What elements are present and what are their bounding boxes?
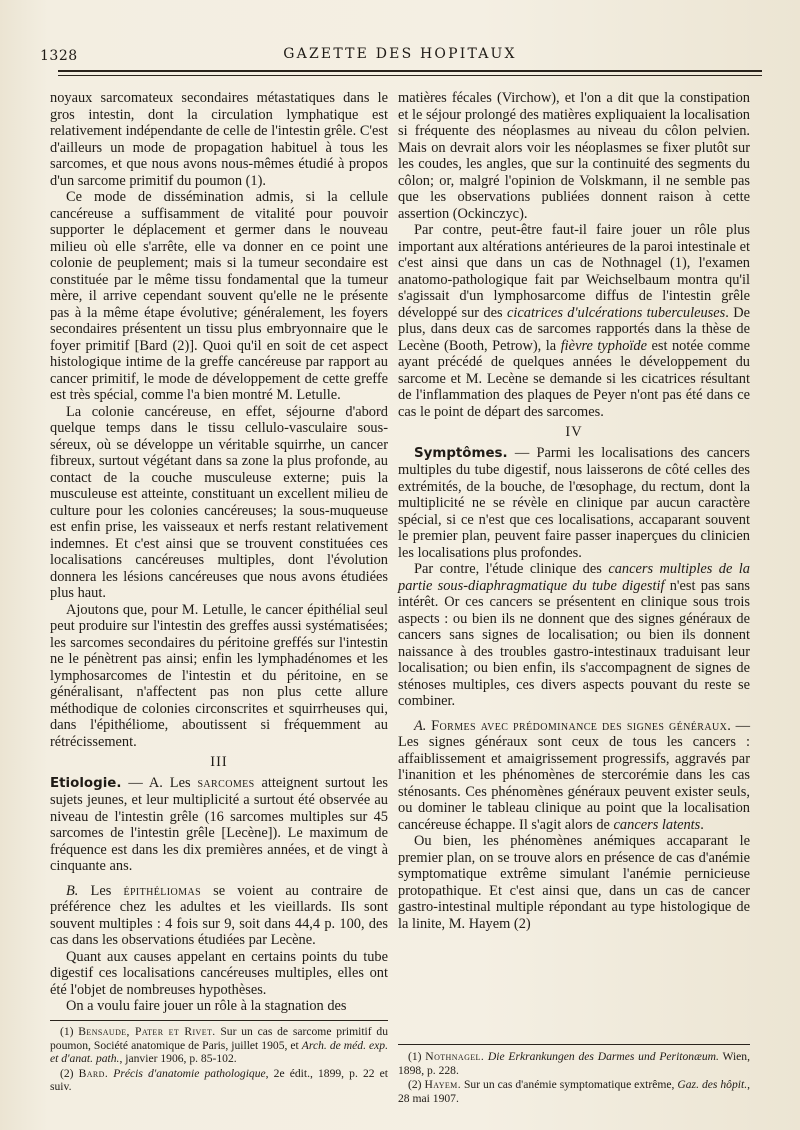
text-run: atteignent surtout les sujets jeunes, et leur multiplicité a surtout été observée au niveau de l'intestin grêle (16 sarcomes multiples sur 45 sarcomes de l'intestin grêle [Lecène]). Le maximum de fréquence est dans les dix premières années, et de vingt à cinquante ans.	[50, 774, 388, 874]
footnote-number: (2)	[60, 1066, 79, 1080]
footnote-authors: Hayem.	[424, 1078, 461, 1092]
paragraph: On a voulu faire jouer un rôle à la stagnation des	[66, 998, 347, 1014]
header-rule-thin	[58, 75, 762, 76]
footnote	[50, 1025, 388, 1066]
footnote-rule-left	[50, 1020, 388, 1021]
text-run: Par contre, l'étude clinique des	[414, 561, 609, 577]
footnote-journal: Arch. de méd. exp. et d'anat. path.	[50, 1038, 389, 1066]
section-number: IV	[565, 424, 583, 440]
text-run: Par contre, peut-être faut-il faire jouer un rôle plus important aux altérations antérieures de la paroi intestinale et c'est ainsi que dans un cas de Nothnagel (1), l'examen anatomo-pathologique fait par Weichselbaum montra qu'il s'agissait d'un lymphosarcome diffus de l'intestin grêle développé sur des	[398, 222, 750, 321]
header-rule-thick	[58, 70, 762, 72]
footnote-authors: Nothnagel.	[425, 1050, 485, 1063]
text-run: n'est pas sans intérêt. Or ces cancers se présentent en clinique sous trois aspects : ou bien ils ne donnent que des signes généraux de cancers sans signes de localisation; ou bien ils donnent naissance à des troubles gastro-intestinaux traduisant leur localisation; ou bien enfin, ils s'accompagnent de signes de sténoses multiples, ces divers aspects pouvant du reste se combiner.	[398, 577, 750, 709]
paragraph: Ce mode de dissémination admis, si la cellule cancéreuse a suffisamment de vitalité pour pouvoir supporter le déplacement et germer dans le nouveau milieu où elle s'arrête, elle va donner en ce point une colonie de peuplement; mais si la tumeur secondaire est constituée par le même tissu fondamental que la tumeur mère, il arrive cependant souvent qu'elle ne le présente pas à la même étape évolutive; généralement, les foyers secondaires présentent un tissu plus embryonnaire que le foyer primitif [Bard (2)]. Quoi qu'il en soit de cet aspect histologique intime de la greffe cancéreuse par rapport au cancer primitif, le mode de développement de cette greffe est très spécial, comme l'a bien montré M. Letulle.	[50, 189, 388, 403]
paragraph: matières fécales (Virchow), et l'on a dit que la constipation et le séjour prolongé des matières expliquaient la localisation si fréquente des néoplasmes au niveau du côlon pelvien. Mais on devrait alors voir les néoplasmes se fixer plutôt sur les coudes, les angles, que sur la continuité des segments du côlon; or, malgré l'opinion de Volskmann, il ne semble pas que les observations publiées donnent raison à cette assertion (Ockinczyc).	[398, 90, 750, 222]
section-heading: Etiologie.	[50, 775, 122, 791]
footnote-journal: Gaz. des hôpit.	[677, 1078, 748, 1092]
section-number: III	[210, 754, 228, 770]
footnote-number: (1)	[60, 1025, 79, 1038]
paragraph: noyaux sarcomateux secondaires métastatiques dans le gros intestin, dont la circulation lymphatique est relativement indépendante de celle de l'intestin grêle. C'est d'ailleurs un mode de propagation habituel à tous les sarcomes, et que nous avons nous-mêmes étudié à propos d'un sarcome primitif du poumon (1).	[50, 90, 388, 189]
paragraph: Ou bien, les phénomènes anémiques accaparant le premier plan, on se trouve alors en présence de cas d'anémie symptomatique extrême simulant l'anémie pernicieuse protopathique. Et c'est ainsi que, dans un cas de cancer gastro-intestinal multiple répondant au type histologique de la linite, M. Hayem (2)	[398, 833, 750, 932]
footnote	[398, 1078, 750, 1105]
text-run: — Les signes généraux sont ceux de tous les cancers : affaiblissement et amaigrissement progressifs, aggravés par l'inanition et les phénomènes de stercorémie dans les cas sténosants. Ces phénomènes généraux peuvent exister seuls, ou dominer le tableau clinique au point que la localisation cancéreuse échappe. Il s'agit alors de	[398, 717, 750, 833]
footnote-authors: Bard.	[78, 1066, 109, 1080]
journal-title: GAZETTE DES HOPITAUX	[283, 46, 517, 62]
footnote-text: , 28 mai 1907.	[398, 1078, 751, 1105]
paragraph	[398, 222, 750, 420]
italic-run: fièvre typhoïde	[560, 337, 647, 354]
footnote-number: (1)	[408, 1050, 426, 1063]
text-run: — A. Les	[121, 774, 198, 791]
footnote-text: , janvier 1906, p. 85-102.	[119, 1052, 237, 1066]
text-run: . De plus, dans deux cas de sarcomes rapportés dans la thèse de Lecène (Booth, Petrow), la	[398, 304, 750, 354]
footnote-journal: Die Erkrankungen des Darmes und Peritonæum.	[484, 1050, 719, 1063]
footnote	[398, 1050, 750, 1077]
italic-run: cancers multiples de la partie sous-diaphragmatique du tube digestif	[398, 561, 750, 594]
paragraph-formes	[398, 718, 750, 834]
footnote-text: , 2e édit., 1899, p. 22 et suiv.	[50, 1066, 388, 1094]
text-run: .	[700, 816, 704, 833]
footnote-number: (2)	[408, 1078, 425, 1092]
paragraph: Ajoutons que, pour M. Letulle, le cancer épithélial seul peut produire sur l'intestin des greffes aussi systématisées; les sarcomes secondaires du péritoine greffés sur l'intestin ne le pénètrent pas ainsi; enfin les lymphadénomes et les lymphosarcomes de l'intestin et du péritoine, en se généralisant, n'affectent pas non plus cette allure méthodique de colonies circonscrites et squirrheuses qui, dans l'épithéliome, aboutissent si fréquemment au rétrécissement.	[50, 601, 388, 750]
paragraph-etiologie	[50, 775, 388, 875]
footnote-journal: Précis d'anatomie pathologique	[108, 1066, 266, 1080]
small-caps-term: épithéliomas	[123, 882, 202, 899]
paragraph-symptomes	[398, 445, 750, 562]
text-run: se voient au contraire de préférence chez les adultes et les vieillards. Ils sont souvent multiples : 4 fois sur 9, soit dans 44,4 p. 100, des cas dans les observations étudiées par Lecène.	[50, 882, 388, 948]
item-letter: A.	[414, 717, 427, 734]
paragraph: La colonie cancéreuse, en effet, séjourne d'abord quelque temps dans le tissu cellulo-vasculaire sous-séreux, où se développe un véritable squirrhe, un cancer fibreux, surtout végétant dans sa zone la plus profonde, au contact de la couche musculeuse externe; puis la musculeuse est atteinte, constituant un excellent milieu de culture pour les colonies cancéreuses; la sous-muqueuse est enfin prise, les vaisseaux et nerfs restant relativement indemnes. Et c'est ainsi que se trouvent constituées ces localisations cancéreuses multiples, dont l'évolution donnera les lésions cancéreuses que nous avons étudiées plus haut.	[50, 403, 388, 601]
left-column	[50, 90, 388, 1015]
footnote-authors: Bensaude, Pater et Rivet.	[78, 1025, 216, 1038]
italic-run: cancers latents	[613, 816, 701, 833]
paragraph	[398, 561, 750, 710]
footnotes-right	[398, 1050, 750, 1106]
text-run: Les	[78, 882, 124, 899]
footnote-text: Sur un cas de sarcome primitif du poumon, Société anatomique de Paris, juillet 1905, et	[50, 1025, 388, 1052]
paragraph-epitheliomas	[50, 883, 388, 949]
section-heading: Symptômes.	[414, 445, 508, 461]
footnote-text: Sur un cas d'anémie symptomatique extrême,	[461, 1078, 678, 1092]
footnote-text: Wien, 1898, p. 228.	[398, 1050, 751, 1077]
footnote	[50, 1067, 388, 1094]
italic-run: cicatrices d'ulcérations tuberculeuses	[506, 304, 726, 321]
page-header	[30, 40, 770, 68]
footnotes-left	[50, 1025, 388, 1095]
text-run: est notée comme ayant précédé de quelques années le développement du sarcome et M. Lecène se demande si les cicatrices résultant de l'inflammation des plaques de Peyer n'ont pas été dans ce cas le point de départ des sarcomes.	[398, 337, 751, 420]
paragraph: Quant aux causes appelant en certains points du tube digestif ces localisations cancéreuses multiples, elles ont été l'objet de nombreuses hypothèses.	[50, 948, 388, 998]
text-run: — Parmi les localisations des cancers multiples du tube digestif, nous laisserons de côté celles des extrémités, de la bouche, de l'œsophage, du rectum, dont la multiplicité ne se révèle en clinique par aucun caractère spécial, si ce n'est que ces localisations, accaparant souvent le premier plan, peuvent faire passer inaperçues du clinicien les localisations plus profondes.	[398, 444, 750, 561]
footnote-rule-right	[398, 1044, 750, 1045]
item-letter: B.	[66, 882, 79, 899]
small-caps-term: sarcomes	[197, 774, 255, 791]
page-number: 1328	[40, 48, 78, 64]
right-column	[398, 90, 750, 932]
small-caps-heading: Formes avec prédominance des signes généraux.	[426, 717, 732, 734]
